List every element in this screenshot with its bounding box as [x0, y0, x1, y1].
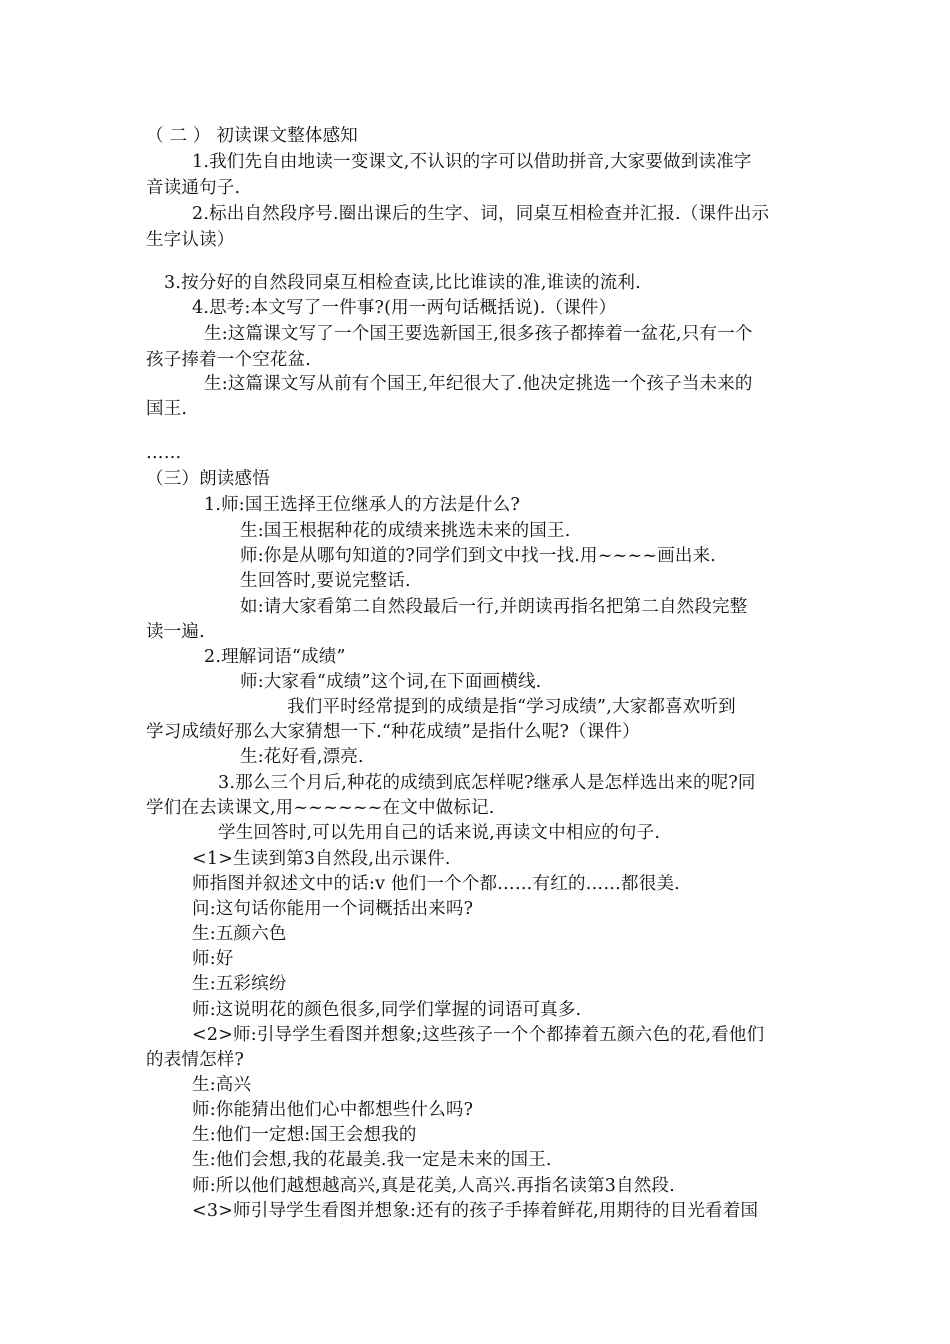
paragraph-line: 的表情怎样?	[146, 1050, 245, 1070]
paragraph-line: 学们在去读课文,用~~~~~~在文中做标记.	[146, 798, 495, 818]
paragraph-line: 生:他们一定想:国王会想我的	[192, 1125, 417, 1145]
paragraph-line: 2.理解词语“成绩”	[204, 647, 346, 667]
section-heading-3: （三）朗读感悟	[146, 469, 270, 489]
paragraph-line: 音读通句子.	[146, 178, 241, 198]
paragraph-line: 3.按分好的自然段同桌互相检查读,比比谁读的准,谁读的流利.	[164, 273, 641, 293]
paragraph-line: 生字认读）	[146, 230, 235, 250]
paragraph-line: 2.标出自然段序号.圈出课后的生字、词，同桌互相检查并汇报.（课件出示	[192, 204, 770, 224]
paragraph-line: 1.师:国王选择王位继承人的方法是什么?	[204, 495, 520, 515]
paragraph-line: 师:所以他们越想越高兴,真是花美,人高兴.再指名读第3自然段.	[192, 1176, 675, 1196]
paragraph-line: 孩子捧着一个空花盆.	[146, 350, 312, 370]
paragraph-line: 师:这说明花的颜色很多,同学们掌握的词语可真多.	[192, 1000, 582, 1020]
paragraph-line: <3>师引导学生看图并想象:还有的孩子手捧着鲜花,用期待的目光看着国	[192, 1201, 759, 1221]
ellipsis-line: ……	[146, 443, 182, 463]
paragraph-line: 读一遍.	[146, 622, 205, 642]
paragraph-line: 生:他们会想,我的花最美.我一定是未来的国王.	[192, 1150, 552, 1170]
paragraph-line: 3.那么三个月后,种花的成绩到底怎样呢?继承人是怎样选出来的呢?同	[218, 773, 756, 793]
paragraph-line: 国王.	[146, 399, 188, 419]
paragraph-line: 学习成绩好那么大家猜想一下.“种花成绩”是指什么呢?（课件）	[146, 722, 640, 742]
paragraph-line: 4.思考:本文写了一件事?(用一两句话概括说).（课件）	[192, 298, 617, 318]
paragraph-line: 生:高兴	[192, 1075, 252, 1095]
paragraph-line: 生:国王根据种花的成绩来挑选未来的国王.	[240, 521, 571, 541]
paragraph-line: 生:花好看,漂亮.	[240, 747, 364, 767]
paragraph-line: 我们平时经常提到的成绩是指“学习成绩”,大家都喜欢听到	[287, 697, 736, 717]
section-heading-2: （ 二 ） 初读课文整体感知	[146, 126, 358, 146]
paragraph-line: <1>生读到第3自然段,出示课件.	[192, 849, 451, 869]
paragraph-line: 师:你是从哪句知道的?同学们到文中找一找.用~~~~画出来.	[240, 546, 717, 566]
paragraph-line: 师:好	[192, 949, 234, 969]
paragraph-line: 学生回答时,可以先用自己的话来说,再读文中相应的句子.	[218, 823, 661, 843]
paragraph-line: 师:大家看“成绩”这个词,在下面画横线.	[240, 672, 542, 692]
paragraph-line: 师指图并叙述文中的话:v 他们一个个都……有红的……都很美.	[192, 874, 680, 894]
paragraph-line: <2>师:引导学生看图并想象;这些孩子一个个都捧着五颜六色的花,看他们	[192, 1025, 765, 1045]
paragraph-line: 生回答时,要说完整话.	[240, 571, 411, 591]
paragraph-line: 生:这篇课文写从前有个国王,年纪很大了.他决定挑选一个孩子当未来的	[204, 374, 753, 394]
paragraph-line: 师:你能猜出他们心中都想些什么吗?	[192, 1100, 474, 1120]
paragraph-line: 如:请大家看第二自然段最后一行,并朗读再指名把第二自然段完整	[240, 597, 748, 617]
paragraph-line: 生:这篇课文写了一个国王要选新国王,很多孩子都捧着一盆花,只有一个	[204, 324, 753, 344]
paragraph-line: 生:五颜六色	[192, 924, 287, 944]
paragraph-line: 1.我们先自由地读一变课文,不认识的字可以借助拼音,大家要做到读准字	[192, 152, 752, 172]
paragraph-line: 生:五彩缤纷	[192, 974, 287, 994]
paragraph-line: 问:这句话你能用一个词概括出来吗?	[192, 899, 474, 919]
